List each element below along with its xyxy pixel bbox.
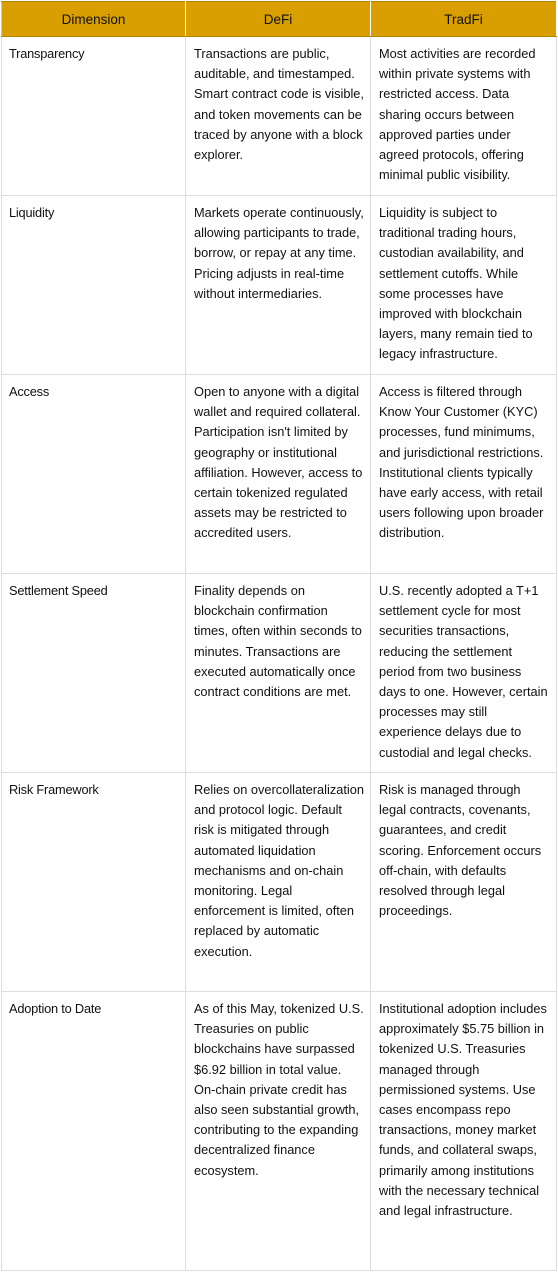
tradfi-cell: Institutional adoption includes approximately $5.75 billion in tokenized U.S. Treasuries managed through permissioned systems. Use cases encompass repo transactions, money market funds, and collateral swaps, primarily among institutions with the necessary technical and legal infrastructure. <box>371 992 557 1271</box>
header-defi: DeFi <box>186 2 371 37</box>
defi-cell: Open to anyone with a digital wallet and required collateral. Participation isn't limited by geography or institutional affiliation. However, access to certain tokenized regulated assets may be restricted to accredited users. <box>186 375 371 574</box>
tradfi-cell: U.S. recently adopted a T+1 settlement cycle for most securities transactions, reducing the settlement period from two business days to one. However, certain processes may still experience delays due to custodial and legal checks. <box>371 574 557 773</box>
dimension-cell: Transparency <box>2 37 186 196</box>
dimension-cell: Risk Framework <box>2 773 186 992</box>
comparison-table <box>1 1 557 1271</box>
table-row <box>2 992 557 1271</box>
tradfi-cell: Most activities are recorded within private systems with restricted access. Data sharing occurs between approved parties under agreed protocols, offering minimal public visibility. <box>371 37 557 196</box>
defi-cell: Finality depends on blockchain confirmation times, often within seconds to minutes. Transactions are executed automatically once contract conditions are met. <box>186 574 371 773</box>
table-row <box>2 375 557 574</box>
tradfi-cell: Risk is managed through legal contracts, covenants, guarantees, and credit scoring. Enforcement occurs off-chain, with defaults resolved through legal proceedings. <box>371 773 557 992</box>
table-row <box>2 773 557 992</box>
table-header <box>2 2 557 37</box>
defi-cell: Markets operate continuously, allowing participants to trade, borrow, or repay at any time. Pricing adjusts in real-time without intermediaries. <box>186 196 371 375</box>
table-row <box>2 574 557 773</box>
header-tradfi: TradFi <box>371 2 557 37</box>
header-dimension: Dimension <box>2 2 186 37</box>
dimension-cell: Access <box>2 375 186 574</box>
tradfi-cell: Liquidity is subject to traditional trading hours, custodian availability, and settlement cutoffs. While some processes have improved with blockchain layers, many remain tied to legacy infrastructure. <box>371 196 557 375</box>
dimension-cell: Settlement Speed <box>2 574 186 773</box>
dimension-cell: Adoption to Date <box>2 992 186 1271</box>
header-row <box>2 2 557 37</box>
defi-cell: Transactions are public, auditable, and timestamped. Smart contract code is visible, and token movements can be traced by anyone with a block explorer. <box>186 37 371 196</box>
table-body <box>2 37 557 1271</box>
tradfi-cell: Access is filtered through Know Your Customer (KYC) processes, fund minimums, and jurisdictional restrictions. Institutional clients typically have early access, with retail users following upon broader distribution. <box>371 375 557 574</box>
defi-cell: As of this May, tokenized U.S. Treasuries on public blockchains have surpassed $6.92 billion in total value. On-chain private credit has also seen substantial growth, contributing to the expanding decentralized finance ecosystem. <box>186 992 371 1271</box>
defi-cell: Relies on overcollateralization and protocol logic. Default risk is mitigated through automated liquidation mechanisms and on-chain monitoring. Legal enforcement is limited, often replaced by automatic execution. <box>186 773 371 992</box>
table-row <box>2 37 557 196</box>
table-row <box>2 196 557 375</box>
dimension-cell: Liquidity <box>2 196 186 375</box>
